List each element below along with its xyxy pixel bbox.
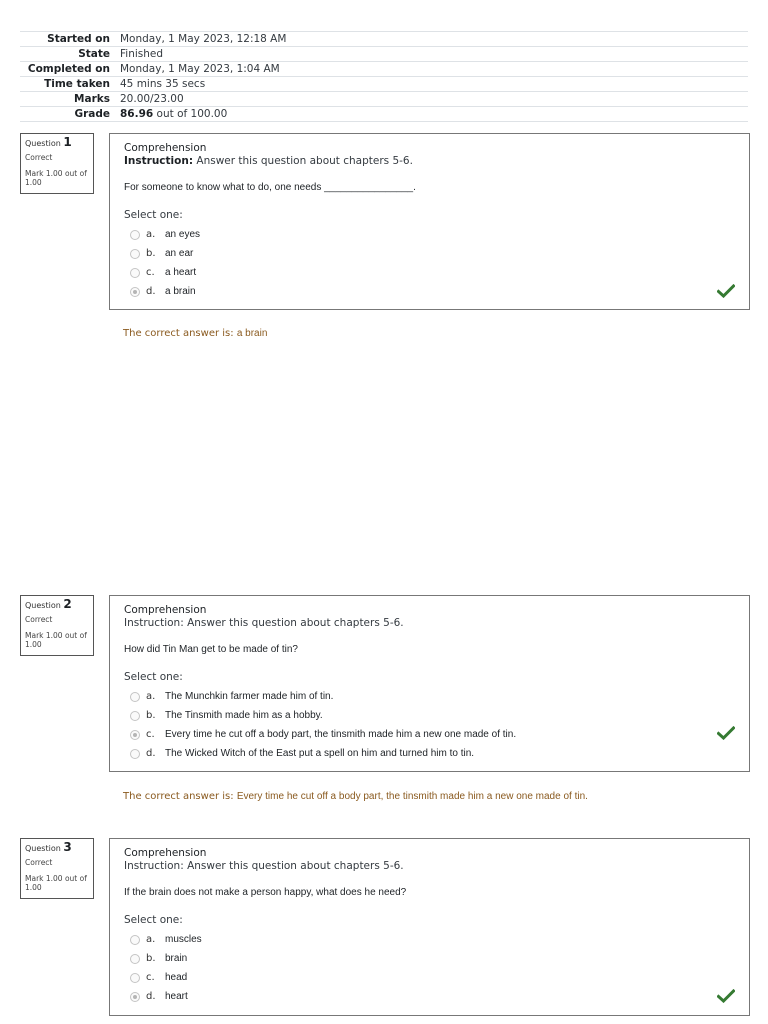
- answer-letter: d.: [146, 748, 156, 759]
- summary-row-marks: [20, 92, 748, 107]
- answer-option-b[interactable]: [124, 706, 735, 725]
- question-state: Correct: [25, 153, 53, 162]
- radio-button-selected[interactable]: [130, 730, 140, 740]
- question-instruction: [124, 155, 735, 168]
- question-category: Comprehension: [124, 604, 207, 616]
- answer-letter: d.: [146, 286, 156, 297]
- question-category: Comprehension: [124, 142, 207, 154]
- question-number: 2: [63, 597, 72, 611]
- summary-label: Grade: [20, 107, 120, 122]
- answer-option-d[interactable]: [124, 744, 735, 763]
- question-mark: Mark 1.00 out of 1.00: [25, 169, 87, 187]
- answer-letter: b.: [146, 710, 156, 721]
- answer-text: head: [165, 972, 188, 983]
- summary-value: Monday, 1 May 2023, 12:18 AM: [120, 32, 748, 47]
- answer-letter: a.: [146, 229, 156, 240]
- answer-letter: a.: [146, 691, 156, 702]
- radio-button[interactable]: [130, 973, 140, 983]
- check-icon: [717, 726, 735, 740]
- attempt-summary-table: [20, 31, 748, 122]
- answer-option-d[interactable]: [124, 987, 735, 1006]
- answer-text: a heart: [165, 267, 197, 278]
- instruction-text: Answer this question about chapters 5-6.: [193, 155, 413, 167]
- answer-option-d[interactable]: [124, 282, 735, 301]
- answer-letter: c.: [146, 972, 155, 983]
- question-instruction: [124, 860, 735, 873]
- correct-answer-feedback: [123, 791, 588, 802]
- summary-value: [120, 107, 748, 122]
- question-info-3: [20, 838, 94, 899]
- question-category: Comprehension: [124, 847, 207, 859]
- summary-label: Time taken: [20, 77, 120, 92]
- summary-row-time-taken: [20, 77, 748, 92]
- question-state: Correct: [25, 858, 53, 867]
- answer-text: a brain: [165, 286, 196, 297]
- question-word: Question: [25, 601, 64, 610]
- answer-option-a[interactable]: [124, 225, 735, 244]
- question-mark: Mark 1.00 out of 1.00: [25, 631, 87, 649]
- answer-text: an ear: [165, 248, 194, 259]
- question-text: If the brain does not make a person happy, what does he need?: [124, 887, 407, 898]
- answer-letter: d.: [146, 991, 156, 1002]
- answer-letter: c.: [146, 729, 155, 740]
- grade-value: 86.96: [120, 108, 154, 120]
- summary-label: State: [20, 47, 120, 62]
- answer-letter: b.: [146, 248, 156, 259]
- radio-button[interactable]: [130, 692, 140, 702]
- summary-row-completed: [20, 62, 748, 77]
- radio-button[interactable]: [130, 935, 140, 945]
- summary-row-started: [20, 32, 748, 47]
- radio-button-selected[interactable]: [130, 992, 140, 1002]
- summary-value: 45 mins 35 secs: [120, 77, 748, 92]
- correct-answer-feedback: [123, 328, 267, 339]
- select-one-prompt: Select one:: [124, 671, 183, 683]
- check-icon: [717, 989, 735, 1003]
- question-number: 3: [63, 840, 72, 854]
- question-word: Question: [25, 139, 64, 148]
- feedback-prefix: The correct answer is:: [123, 328, 237, 339]
- answer-text: The Munchkin farmer made him of tin.: [165, 691, 334, 702]
- grade-out-of: out of 100.00: [153, 108, 228, 120]
- summary-value: Monday, 1 May 2023, 1:04 AM: [120, 62, 748, 77]
- question-instruction: [124, 617, 735, 630]
- answer-option-c[interactable]: [124, 968, 735, 987]
- answer-text: an eyes: [165, 229, 201, 240]
- summary-label: Marks: [20, 92, 120, 107]
- answer-letter: c.: [146, 267, 155, 278]
- answer-option-b[interactable]: [124, 244, 735, 263]
- question-content-1: [109, 133, 750, 310]
- question-content-2: [109, 595, 750, 772]
- answer-text: The Tinsmith made him as a hobby.: [165, 710, 323, 721]
- summary-row-state: [20, 47, 748, 62]
- radio-button[interactable]: [130, 954, 140, 964]
- select-one-prompt: Select one:: [124, 914, 183, 926]
- summary-value: Finished: [120, 47, 748, 62]
- question-text: How did Tin Man get to be made of tin?: [124, 644, 298, 655]
- answer-list: [124, 930, 735, 1006]
- answer-option-a[interactable]: [124, 930, 735, 949]
- answer-text: muscles: [165, 934, 202, 945]
- radio-button[interactable]: [130, 711, 140, 721]
- question-word: Question: [25, 844, 64, 853]
- question-info-2: [20, 595, 94, 656]
- summary-row-grade: [20, 107, 748, 122]
- question-mark: Mark 1.00 out of 1.00: [25, 874, 87, 892]
- summary-label: Started on: [20, 32, 120, 47]
- question-info-1: [20, 133, 94, 194]
- radio-button[interactable]: [130, 249, 140, 259]
- instruction-label: Instruction:: [124, 155, 194, 167]
- radio-button[interactable]: [130, 268, 140, 278]
- answer-text: brain: [165, 953, 188, 964]
- answer-list: [124, 687, 735, 763]
- question-state: Correct: [25, 615, 53, 624]
- answer-text: Every time he cut off a body part, the tinsmith made him a new one made of tin.: [165, 729, 517, 740]
- check-icon: [717, 284, 735, 298]
- answer-text: The Wicked Witch of the East put a spell on him and turned him to tin.: [165, 748, 475, 759]
- question-content-3: [109, 838, 750, 1016]
- answer-option-b[interactable]: [124, 949, 735, 968]
- instruction-text: Instruction: Answer this question about chapters 5-6.: [124, 617, 404, 629]
- question-number: 1: [63, 135, 72, 149]
- answer-option-a[interactable]: [124, 687, 735, 706]
- feedback-prefix: The correct answer is:: [123, 791, 237, 802]
- answer-option-c[interactable]: [124, 263, 735, 282]
- answer-list: [124, 225, 735, 301]
- answer-text: heart: [165, 991, 188, 1002]
- instruction-text: Instruction: Answer this question about chapters 5-6.: [124, 860, 404, 872]
- summary-value: 20.00/23.00: [120, 92, 748, 107]
- feedback-answer: a brain: [236, 328, 268, 339]
- radio-button[interactable]: [130, 749, 140, 759]
- summary-label: Completed on: [20, 62, 120, 77]
- answer-option-c[interactable]: [124, 725, 735, 744]
- select-one-prompt: Select one:: [124, 209, 183, 221]
- question-text: For someone to know what to do, one needs ________________.: [124, 182, 416, 193]
- radio-button[interactable]: [130, 230, 140, 240]
- answer-letter: b.: [146, 953, 156, 964]
- answer-letter: a.: [146, 934, 156, 945]
- feedback-answer: Every time he cut off a body part, the tinsmith made him a new one made of tin.: [236, 791, 588, 802]
- radio-button-selected[interactable]: [130, 287, 140, 297]
